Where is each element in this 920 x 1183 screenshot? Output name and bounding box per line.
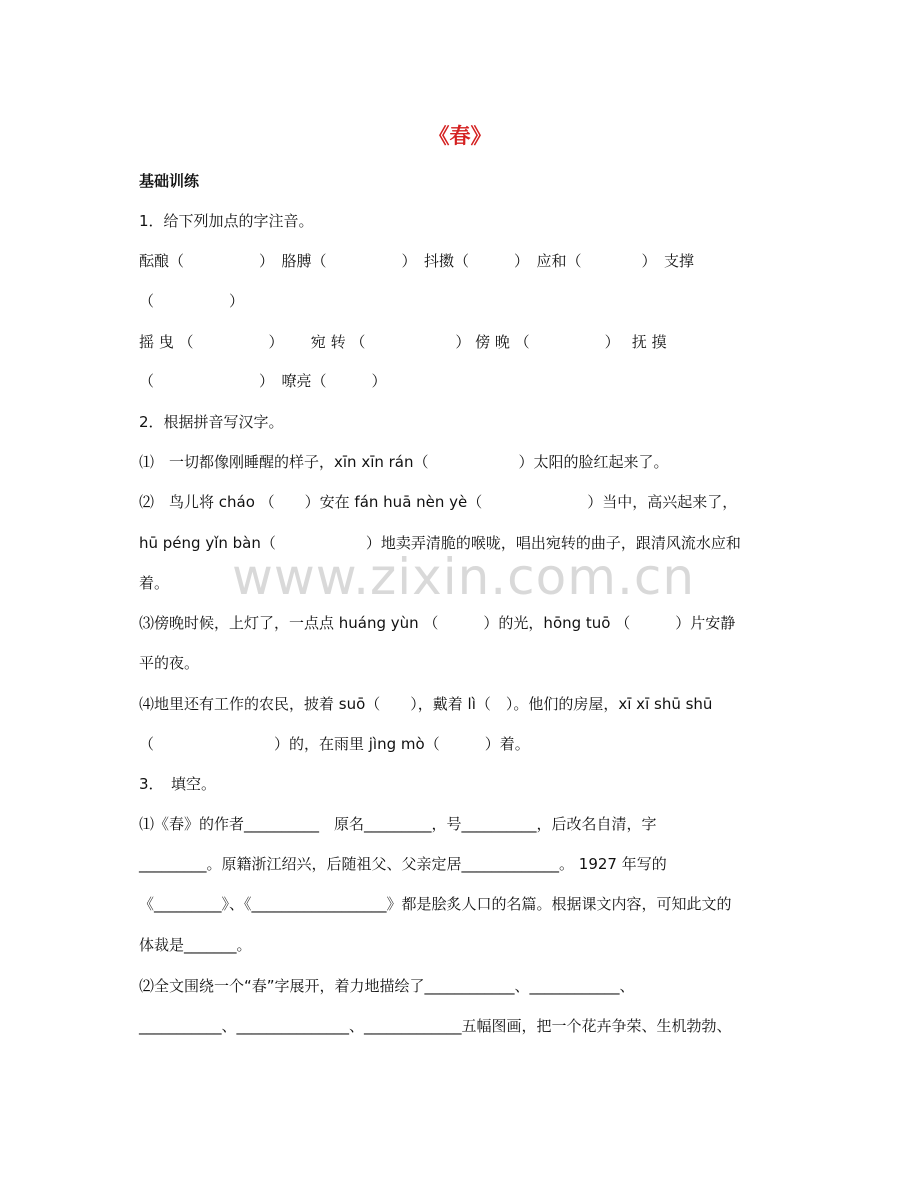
question-1-row-2: 摇 曳 （ ） 宛 转 （ ） 傍 晚 （ ） 抚 摸	[139, 333, 667, 351]
watermark: www.zixin.com.cn	[232, 548, 696, 606]
question-1-row-1: 酝酿（ ） 胳膊（ ） 抖擞（ ） 应和（ ） 支撑	[139, 252, 695, 270]
question-2-item-3: ⑶傍晚时候，上灯了，一点点 huáng yùn （ ）的光，hōng tuō （ ）片安静	[139, 614, 736, 632]
question-2-prompt: 2．根据拼音写汉字。	[139, 413, 284, 431]
question-2-item-2-end: 着。	[139, 574, 170, 592]
question-3-item-1-cont-2: 《_________》、《__________________》都是脍炙人口的名篇。根据课文内容，可知此文的	[139, 895, 732, 913]
section-heading: 基础训练	[139, 172, 200, 190]
question-2-item-4: ⑷地里还有工作的农民，披着 suō（ ），戴着 lì（ ）。他们的房屋，xī xī shū shū	[139, 695, 713, 713]
question-3-item-1-cont: _________。原籍浙江绍兴，后随祖父、父亲定居_____________。 1927 年写的	[139, 855, 667, 873]
question-2-item-3-cont: 平的夜。	[139, 654, 200, 672]
question-1-row-2-cont: （ ） 嘹亮（ ）	[139, 372, 387, 390]
question-3-item-1-end: 体裁是_______。	[139, 936, 252, 954]
page-title: 《春》	[428, 124, 492, 148]
question-3-item-2-cont: ___________、_______________、_____________五幅图画，把一个花卉争荣、生机勃勃、	[139, 1017, 732, 1035]
question-3-item-2: ⑵全文围绕一个“春”字展开，着力地描绘了____________、____________、	[139, 977, 635, 995]
question-2-item-2: ⑵ 鸟儿将 cháo （ ）安在 fán huā nèn yè（ ）当中，高兴起来了，	[139, 493, 738, 511]
question-1-row-1-cont: （ ）	[139, 292, 245, 310]
question-3-prompt: 3． 填空。	[139, 775, 217, 793]
question-2-item-2-cont: hū péng yǐn bàn（ ）地卖弄清脆的喉咙，唱出宛转的曲子，跟清风流水应和	[139, 534, 741, 552]
question-3-item-1: ⑴《春》的作者__________ 原名_________，号__________，后改名自清，字	[139, 815, 657, 833]
question-2-item-1: ⑴ 一切都像刚睡醒的样子，xīn xīn rán（ ）太阳的脸红起来了。	[139, 453, 669, 471]
question-2-item-4-cont: （ ）的，在雨里 jìng mò（ ）着。	[139, 735, 530, 753]
question-1-prompt: 1．给下列加点的字注音。	[139, 212, 314, 230]
